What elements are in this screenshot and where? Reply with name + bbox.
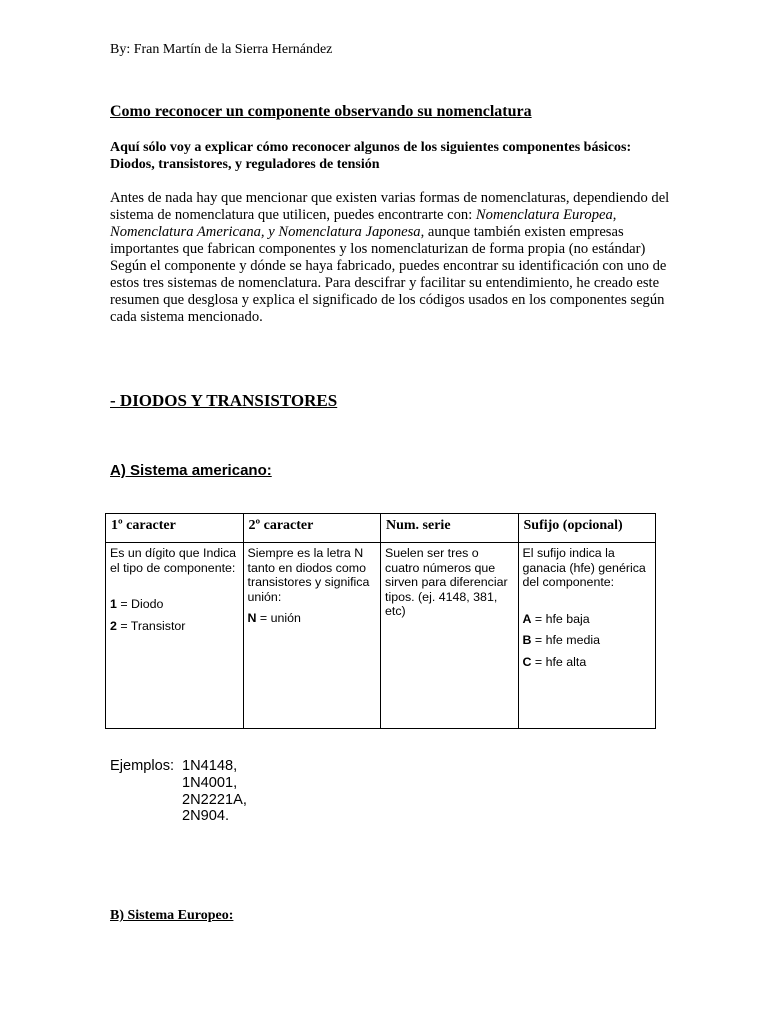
paragraph-2: Según el componente y dónde se haya fabricado, puedes encontrar su identificación con uno de estos tres sistemas de nomenclatura. Para descifrar y facilitar su entendimiento, he creado este resumen que desglosa y explica el significado de los códigos usados en los componentes según cada sistema mencionado. [110, 258, 667, 325]
subsection-sistema-americano: A) Sistema americano: [110, 462, 272, 479]
cell-sufijo: El sufijo indica la ganacia (hfe) genérica del componente: A = hfe baja B = hfe media C = hfe alta [518, 543, 656, 729]
cell-num-serie: Suelen ser tres o cuatro números que sirven para diferenciar tipos. (ej. 4148, 381, etc) [381, 543, 519, 729]
example-item: 2N2221A, [182, 791, 247, 808]
table-row [106, 543, 656, 729]
option-union: N = unión [247, 611, 301, 625]
cell-primer-caracter: Es un dígito que Indica el tipo de componente: 1 = Diodo 2 = Transistor [106, 543, 244, 729]
header-num-serie: Num. serie [381, 514, 519, 543]
header-primer-caracter: 1º caracter [106, 514, 244, 543]
option-transistor: 2 = Transistor [110, 618, 186, 633]
author-line: By: Fran Martín de la Sierra Hernández [110, 42, 333, 57]
table-header-row [106, 514, 656, 543]
subsection-sistema-europeo: B) Sistema Europeo: [110, 908, 234, 923]
examples-label: Ejemplos: [110, 758, 175, 774]
option-hfe-alta: C = hfe alta [522, 654, 587, 669]
option-hfe-media: B = hfe media [522, 633, 600, 647]
example-item: 1N4001, [182, 774, 238, 791]
examples-block [110, 758, 247, 825]
nomenclatura-americana-japonesa: Nomenclatura Americana, y Nomenclatura Japonesa [110, 224, 421, 240]
intro-bold-text: Aquí sólo voy a explicar cómo reconocer algunos de los siguientes componentes básicos: Diodos, transistores, y reguladores de tensión [110, 140, 632, 172]
header-segundo-caracter: 2º caracter [243, 514, 381, 543]
document-title: Como reconocer un componente observando su nomenclatura [110, 103, 532, 120]
american-system-table [105, 513, 656, 729]
example-item: 1N4148, [182, 758, 238, 774]
header-sufijo: Sufijo (opcional) [518, 514, 656, 543]
nomenclatura-europea: Nomenclatura Europea [475, 207, 613, 223]
option-hfe-baja: A = hfe baja [522, 611, 590, 626]
example-item: 2N904. [182, 808, 230, 825]
intro-paragraph [110, 190, 670, 326]
cell-segundo-caracter: Siempre es la letra N tanto en diodos como transistores y significa unión: N = unión [243, 543, 381, 729]
paragraph-1: Antes de nada hay que mencionar que existen varias formas de nomenclaturas, dependiendo del sistema de nomenclatura que utilicen, puedes encontrarte con: Nomenclatura Europea, Nomenclatura Americana, y Nomenclatura Japonesa, aunque también existen empresas importantes que fabrican componentes y los nomenclaturizan de forma propia (no estándar) [110, 190, 670, 257]
section-heading-diodos: - DIODOS Y TRANSISTORES [110, 391, 338, 410]
option-diodo: 1 = Diodo [110, 597, 164, 611]
